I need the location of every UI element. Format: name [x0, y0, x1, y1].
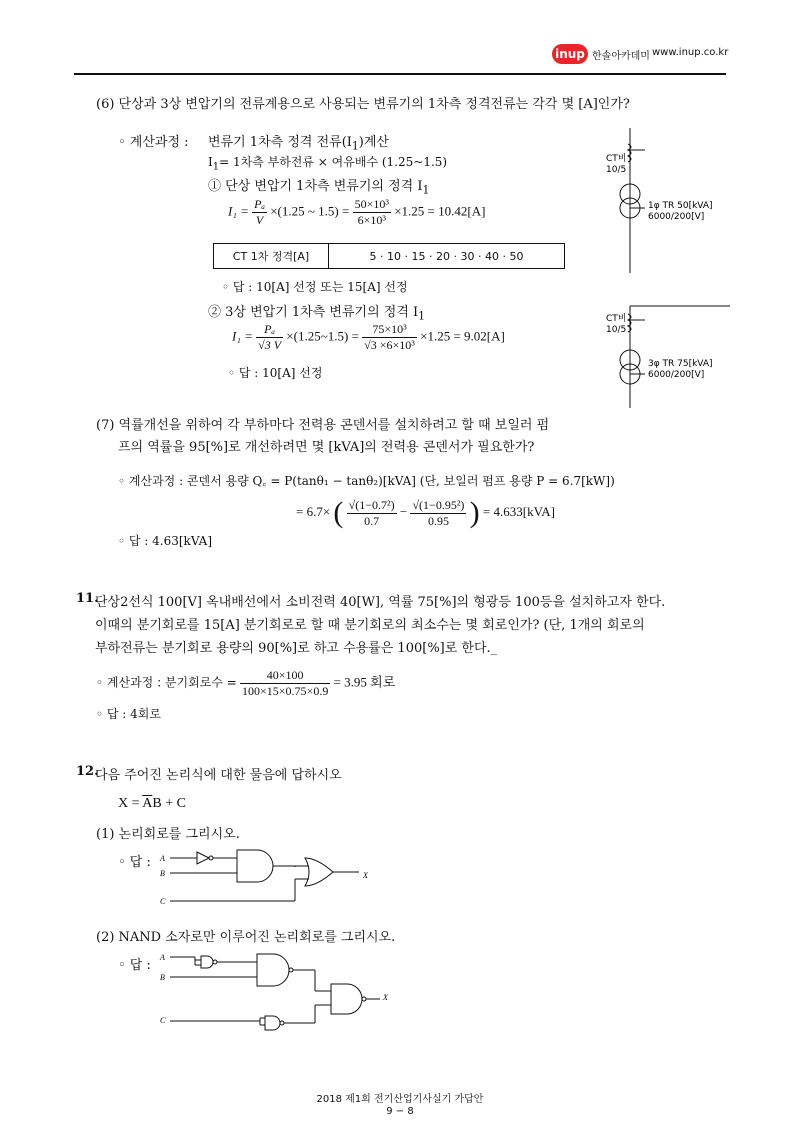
- circuit1-input-b: B: [160, 869, 165, 878]
- diag1-tr-rating: 1φ TR 50[kVA]: [648, 201, 713, 211]
- q6-calc-label: ◦ 계산과정 :: [118, 135, 189, 150]
- header: [540, 42, 730, 66]
- q6-answer1: ◦ 답 : 10[A] 선정 또는 15[A] 선정: [222, 280, 408, 294]
- q6-step2: ② 3상 변압기 1차측 변류기의 정격 $I_1$: [208, 305, 426, 323]
- q12-text: 다음 주어진 논리식에 대한 물음에 답하시오: [95, 768, 342, 783]
- q6-answer2: ◦ 답 : 10[A] 선정: [228, 366, 323, 380]
- circuit1-input-a: A: [160, 854, 165, 863]
- circuit2-input-a: A: [160, 953, 165, 962]
- q11-text-1: 단상2선식 100[V] 옥내배선에서 소비전력 40[W], 역률 75[%]의 형광등 100등을 설치하고자 한다.: [95, 595, 666, 610]
- q7-eq: = 6.7× ( $\frac{\text{√(1−0.7²)}}{0.7}$ − $\frac{\text{√(1−0.95²)}}{0.95}$ ) = 4.633[kVA]: [296, 496, 556, 529]
- q6-title: (6) 단상과 3상 변압기의 전류계용으로 사용되는 변류기의 1차측 정격전류는 각각 몇 [A]인가?: [96, 97, 630, 112]
- q11-number: 11.: [76, 591, 99, 606]
- q12-answer-label-1: ◦ 답 :: [118, 855, 151, 870]
- q7-title-1: (7) 역률개선을 위하여 각 부하마다 전력용 콘덴서를 설치하려고 할 때 보일러 펌: [96, 418, 550, 433]
- ct-table-values: 5 · 10 · 15 · 20 · 30 · 40 · 50: [329, 244, 565, 269]
- footer-title: 2018 제1회 전기산업기사실기 가답안: [316, 1094, 484, 1105]
- q6-i1-line: $I_1= 1$차측 부하전류 × 여유배수 (1.25~1.5): [208, 155, 448, 173]
- logic-circuit-2: [155, 948, 395, 1036]
- q6-calc-head: 변류기 1차측 정격 전류$(I_1)$계산: [208, 135, 389, 153]
- diag1-ct-ratio: 10/5: [606, 165, 627, 175]
- q12-expression: $X = \overline{A}B + C$: [118, 796, 186, 811]
- header-rule: [74, 73, 726, 75]
- q6-eq1: I₁ = $\frac{\text{Pₐ}}{V}$ ×(1.25 ~ 1.5) = $\frac{\text{50×10³}}{\text{6×10³}}$ ×1.25 = 10.42[A]: [228, 197, 486, 227]
- brand-url: www.inup.co.kr: [652, 47, 729, 58]
- q11-text-2: 이때의 분기회로를 15[A] 분기회로로 할 때 분기회로의 최소수는 몇 회로인가? (단, 1개의 회로의: [95, 618, 645, 633]
- diag1-tr-voltage: 6000/200[V]: [648, 212, 705, 222]
- ct-table-label: CT 1차 정격[A]: [214, 244, 329, 269]
- circuit2-input-c: C: [160, 1016, 166, 1025]
- q12-number: 12.: [76, 764, 99, 779]
- q12-sub1: (1) 논리회로를 그리시오.: [96, 827, 240, 842]
- q7-calc: ◦ 계산과정 : 콘덴서 용량 Q꜀ = P(tanθ₁ − tanθ₂)[kVA] (단, 보일러 펌프 용량 P = 6.7[kW]): [118, 474, 615, 488]
- page-number: 9 − 8: [386, 1106, 414, 1117]
- circuit2-input-b: B: [160, 973, 165, 982]
- q6-step1: ① 단상 변압기 1차측 변류기의 정격 $I_1$: [208, 179, 430, 197]
- brand-name: 한솔아카데미: [592, 51, 650, 62]
- transformer-diagram-2: [600, 288, 750, 408]
- q11-answer: ◦ 답 : 4회로: [96, 707, 161, 721]
- q12-sub2: (2) NAND 소자로만 이루어진 논리회로를 그리시오.: [96, 930, 396, 945]
- circuit1-output-x: X: [363, 871, 368, 880]
- q11-calc: ◦ 계산과정 : 분기회로수 = $\frac{40\times 100}{100\times 15\times 0.75\times 0.9}$ = 3.95 회로: [96, 668, 396, 698]
- diag2-tr-voltage: 6000/200[V]: [648, 370, 705, 380]
- q12-answer-label-2: ◦ 답 :: [118, 958, 151, 973]
- transformer-diagram-1: [600, 128, 750, 273]
- circuit1-input-c: C: [160, 897, 166, 906]
- diag2-ct-label: CT비: [606, 314, 627, 324]
- q7-answer: ◦ 답 : 4.63[kVA]: [118, 534, 213, 548]
- q11-text-3: 부하전류는 분기회로 용량의 90[%]로 하고 수용률은 100[%]로 한다._: [95, 641, 498, 656]
- logo: inup: [552, 44, 588, 64]
- logic-circuit-1: [155, 846, 385, 911]
- circuit2-output-x: X: [383, 993, 388, 1002]
- diag2-tr-rating: 3φ TR 75[kVA]: [648, 359, 713, 369]
- q6-eq2: I₁ = $\frac{\text{Pₐ}}{√3 V}$ ×(1.25~1.5) = $\frac{\text{75×10³}}{\text{√3 ×6×10³}}$ ×1.25 = 9.02[A]: [232, 322, 505, 352]
- diag1-ct-label: CT비: [606, 154, 627, 164]
- diag2-ct-ratio: 10/5: [606, 325, 627, 335]
- q7-title-2: 프의 역률을 95[%]로 개선하려면 몇 [kVA]의 전력용 콘덴서가 필요한가?: [118, 440, 535, 455]
- ct-rating-table: [213, 243, 565, 269]
